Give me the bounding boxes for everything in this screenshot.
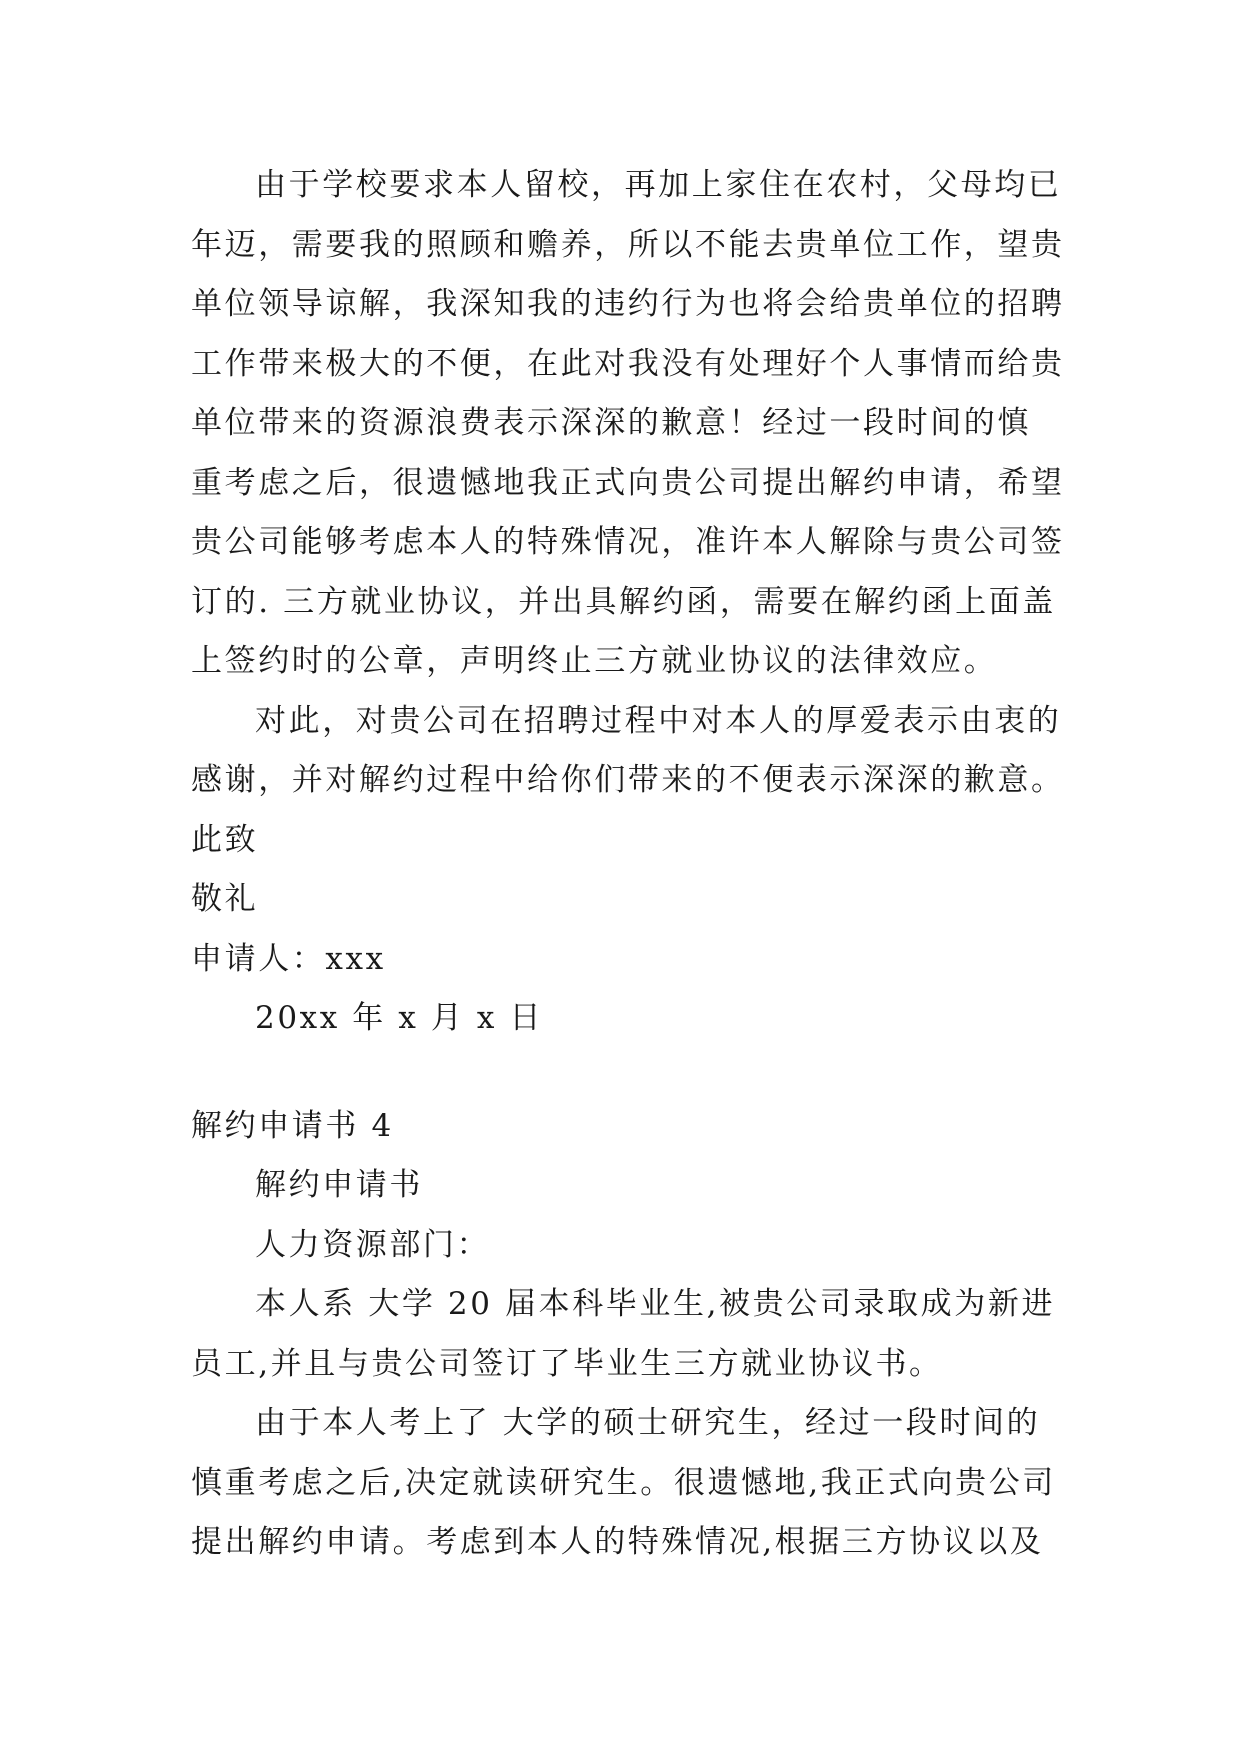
paragraph-line: 员工,并且与贵公司签订了毕业生三方就业协议书。: [191, 1345, 943, 1382]
document-title: 解约申请书: [255, 1167, 423, 1203]
paragraph-line: 单位领导谅解，我深知我的违约行为也将会给贵单位的招聘: [191, 286, 1065, 322]
paragraph-line: 由于学校要求本人留校，再加上家住在农村，父母均已: [255, 167, 1062, 203]
paragraph-line: 年迈，需要我的照顾和赡养，所以不能去贵单位工作，望贵: [191, 226, 1065, 263]
paragraph-line: 订的. 三方就业协议，并出具解约函，需要在解约函上面盖: [191, 583, 1056, 620]
paragraph-line: 重考虑之后，很遗憾地我正式向贵公司提出解约申请，希望: [191, 464, 1065, 501]
closing-line: 敬礼: [191, 881, 259, 917]
paragraph-line: 本人系 大学 20 届本科毕业生,被贵公司录取成为新进: [255, 1286, 1056, 1322]
paragraph-line: 感谢，并对解约过程中给你们带来的不便表示深深的歉意。: [191, 762, 1065, 798]
recipient-line: 人力资源部门：: [255, 1226, 491, 1263]
section-title: 解约申请书 4: [191, 1107, 394, 1144]
paragraph-line: 工作带来极大的不便，在此对我没有处理好个人事情而给贵: [191, 345, 1065, 382]
closing-line: 此致: [191, 821, 259, 858]
paragraph-line: 单位带来的资源浪费表示深深的歉意！经过一段时间的慎: [191, 405, 1031, 441]
paragraph-line: 提出解约申请。考虑到本人的特殊情况,根据三方协议以及: [191, 1524, 1044, 1560]
paragraph-line: 上签约时的公章，声明终止三方就业协议的法律效应。: [191, 643, 998, 679]
paragraph-line: 慎重考虑之后,决定就读研究生。很遗憾地,我正式向贵公司: [191, 1464, 1056, 1501]
document-body: [191, 156, 1071, 1573]
paragraph-line: 对此，对贵公司在招聘过程中对本人的厚爱表示由衷的: [255, 702, 1062, 739]
spacer: [191, 1049, 1071, 1097]
applicant-line: 申请人：xxx: [191, 940, 386, 977]
date-line: 20xx 年 x 月 x 日: [255, 1000, 544, 1036]
paragraph-line: 由于本人考上了 大学的硕士研究生，经过一段时间的: [255, 1405, 1041, 1441]
paragraph-line: 贵公司能够考虑本人的特殊情况，准许本人解除与贵公司签: [191, 524, 1065, 560]
